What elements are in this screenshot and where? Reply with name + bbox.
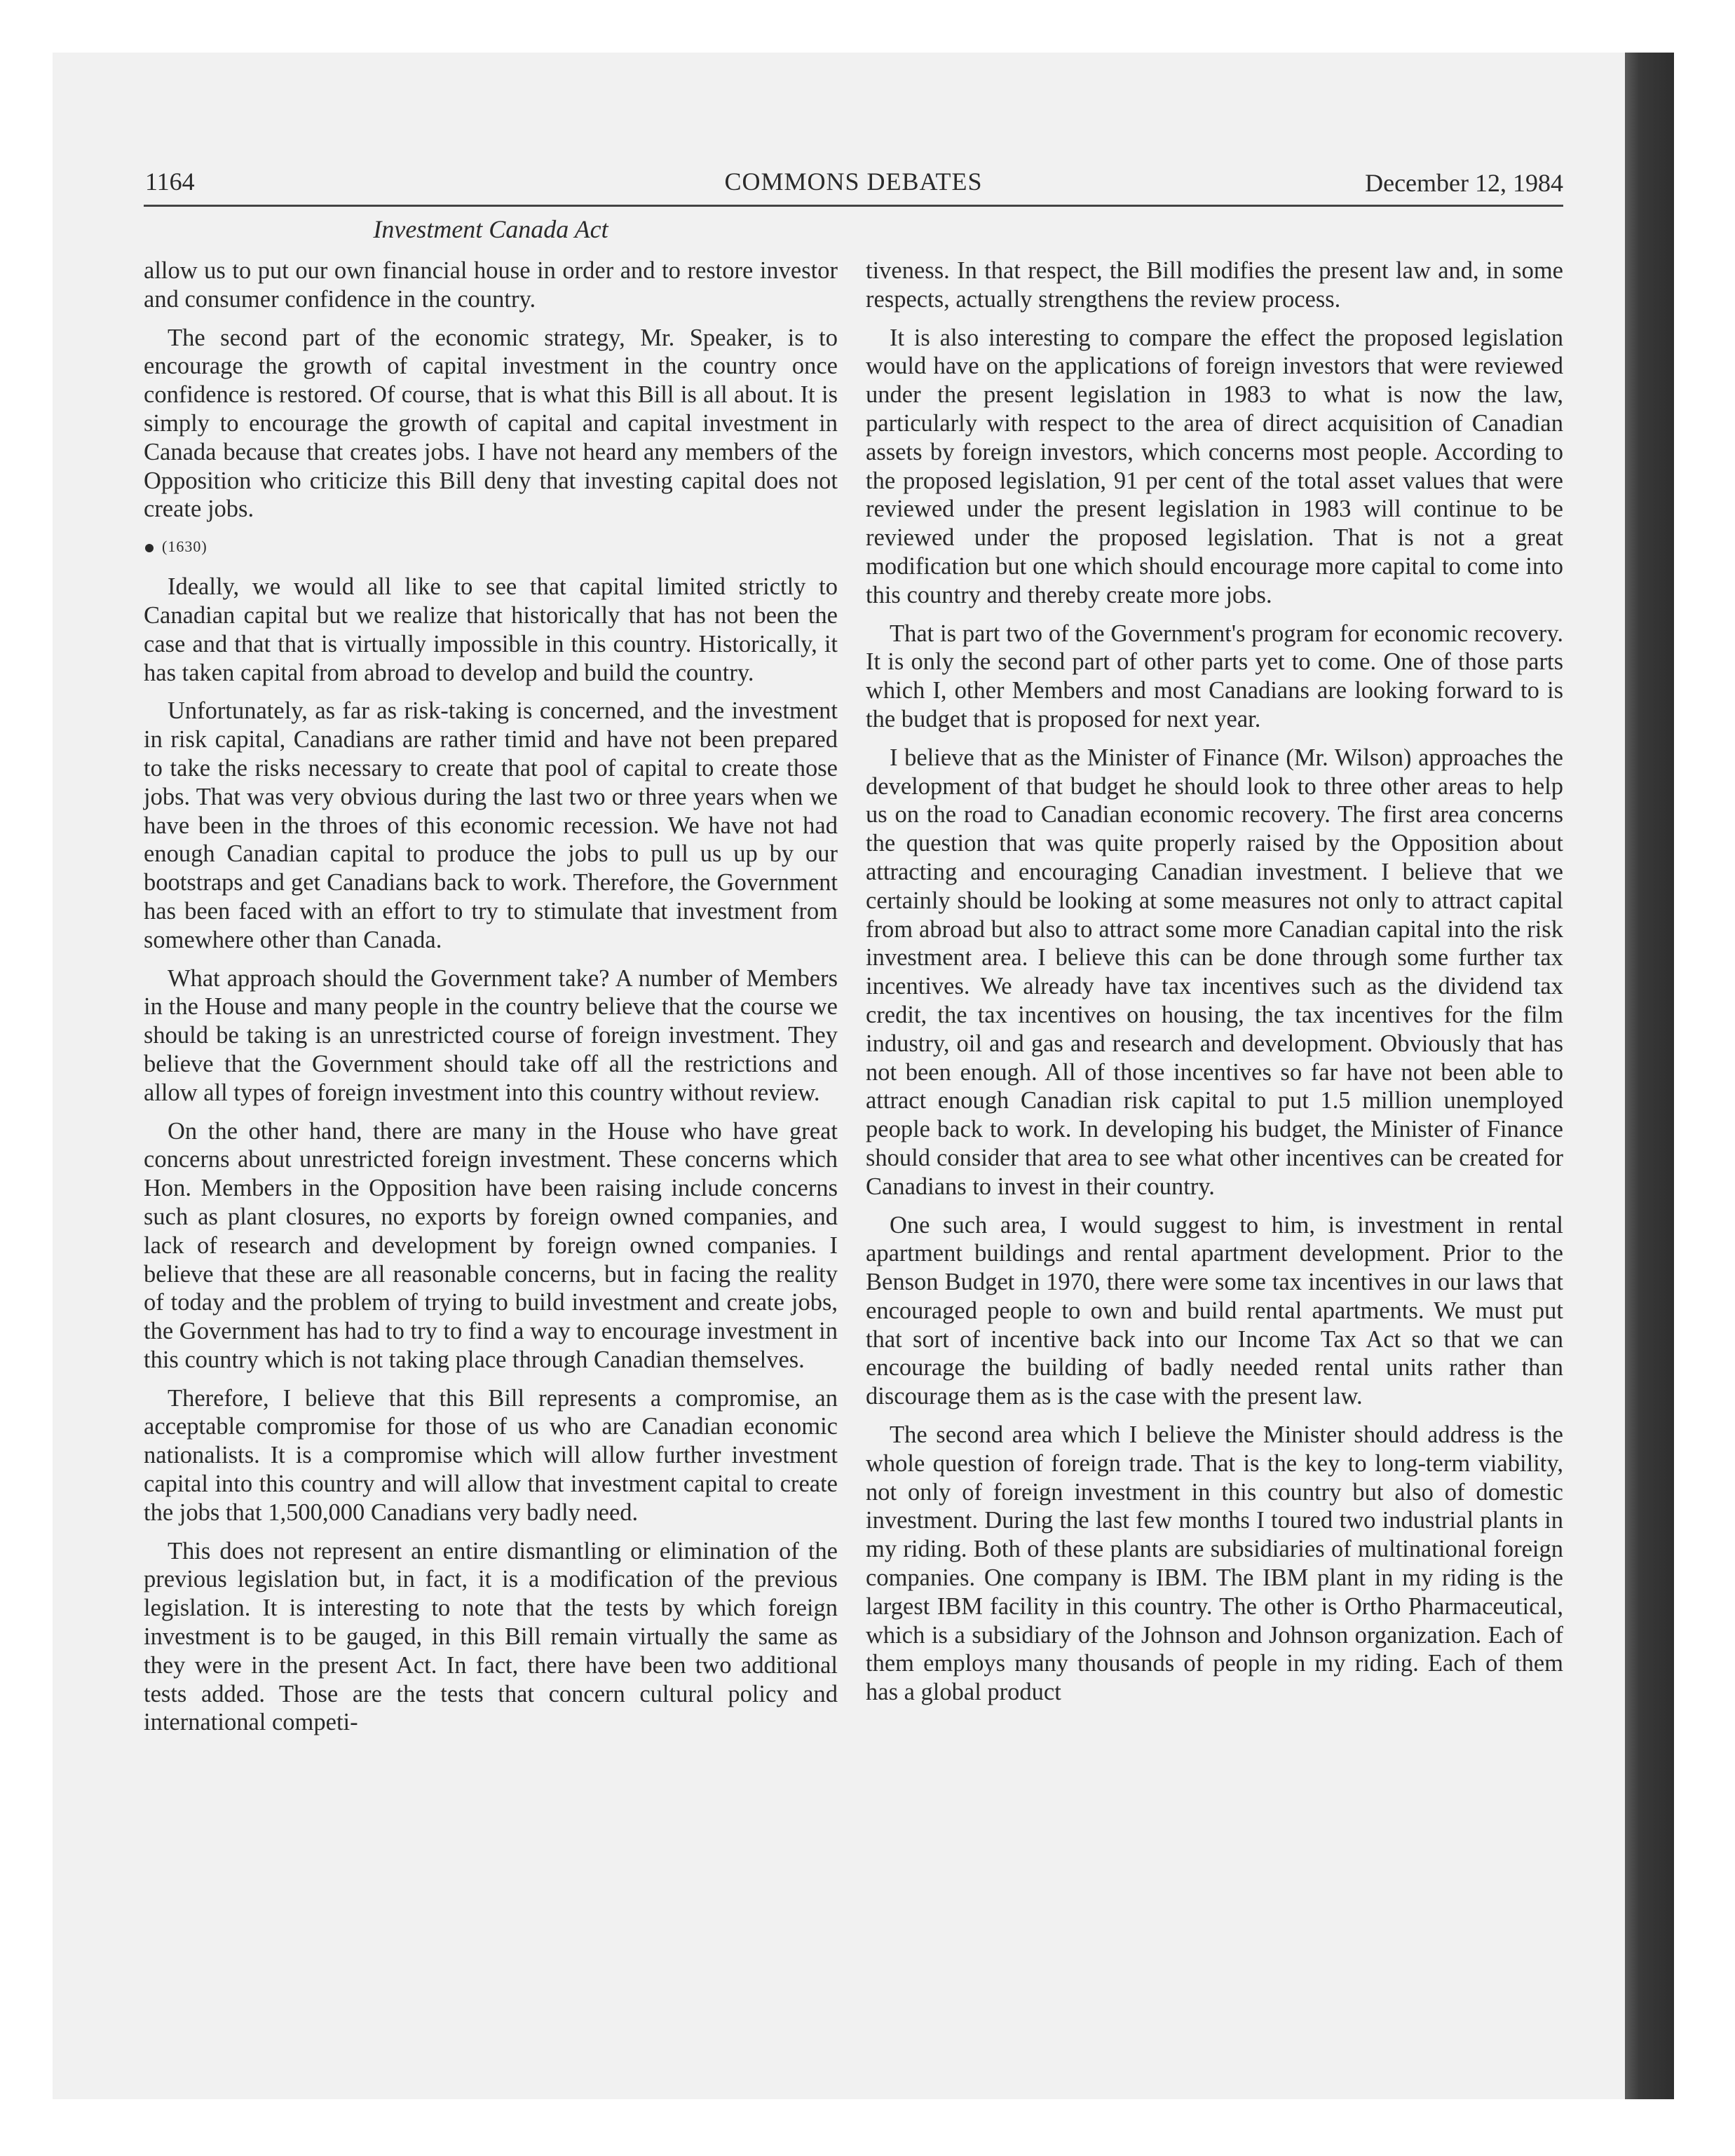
paragraph: I believe that as the Minister of Finance (Mr. Wilson) approaches the development of that budget he should look to three other areas to help us on the road to Canadian economic recovery. The first area concerns the question that was quite properly raised by the Opposition about attracting and encouraging Canadian investment. I believe that we certainly should be looking at some measures not only to attract capital from abroad but also to attract some more Canadian capital into the risk investment area. I believe this can be done through some further tax incentives. We already have tax incentives such as the dividend tax credit, the tax incentives on housing, the tax incentives for the film industry, oil and gas and research and development. Obviously that has not been enough. All of those incentives so far have not been able to attract enough Canadian risk capital to put 1.5 million unemployed people back to work. In developing his budget, the Minister of Finance should consider that area to see what other incentives can be created for Canadians to invest in their country. bbox=[866, 744, 1563, 1200]
binding-edge bbox=[1625, 53, 1674, 2099]
paragraph: That is part two of the Government's program for economic recovery. It is only the second part of other parts yet to come. One of those parts which I, other Members and most Canadians are looking forward to is the budget that is proposed for next year. bbox=[866, 620, 1563, 732]
paragraph: allow us to put our own financial house in order and to restore investor and consumer confidence in the country. bbox=[144, 257, 838, 313]
paragraph: On the other hand, there are many in the House who have great concerns about unrestricted foreign investment. These concerns which Hon. Members in the Opposition have been raising include concerns such as plant closures, no exports by foreign owned companies, and lack of research and development by foreign owned companies. I believe that these are all reasonable concerns, but in facing the reality of today and the problem of trying to build investment and create jobs, the Government has had to try to find a way to encourage investment in this country which is not taking place through Canadian themselves. bbox=[144, 1117, 838, 1373]
left-column bbox=[144, 257, 838, 1747]
running-title: Investment Canada Act bbox=[373, 215, 608, 243]
journal-title: COMMONS DEBATES bbox=[724, 168, 983, 196]
bullet-dot-icon bbox=[145, 544, 154, 552]
debate-date: December 12, 1984 bbox=[1365, 169, 1563, 197]
paragraph: Therefore, I believe that this Bill represents a compromise, an acceptable compromise for those of us who are Canadian economic nationalists. It is a compromise which will allow further investment capital into this country and will allow that investment capital to create the jobs that 1,500,000 Canadians very badly need. bbox=[144, 1384, 838, 1526]
paragraph: Unfortunately, as far as risk-taking is concerned, and the investment in risk capital, Canadians are rather timid and have not been prepared to take the risks necessary to create that pool of capital to create those jobs. That was very obvious during the last two or three years when we have been in the throes of this economic recession. We have not had enough Canadian capital to produce the jobs to pull us up by our bootstraps and get Canadians back to work. Therefore, the Government has been faced with an effort to try to stimulate that investment from somewhere other than Canada. bbox=[144, 697, 838, 953]
paragraph: The second area which I believe the Minister should address is the whole question of foreign trade. That is the key to long-term viability, not only of foreign investment in this country but also of domestic investment. During the last few months I toured two industrial plants in my riding. Both of these plants are subsidiaries of multinational foreign companies. One company is IBM. The IBM plant in my riding is the largest IBM facility in this country. The other is Ortho Pharmaceutical, which is a subsidiary of the Johnson and Johnson organization. Each of them employs many thousands of people in my riding. Each of them has a global product bbox=[866, 1421, 1563, 1706]
time-marker bbox=[144, 536, 838, 557]
time-marker-label: (1630) bbox=[162, 538, 207, 556]
page-number: 1164 bbox=[145, 168, 195, 196]
paragraph: This does not represent an entire dismantling or elimination of the previous legislation but, in fact, it is a modification of the previous legislation. It is interesting to note that the tests by which foreign investment is to be gauged, in this Bill remain virtually the same as they were in the present Act. In fact, there have been two additional tests added. Those are the tests that concern cultural policy and international competi- bbox=[144, 1537, 838, 1736]
paragraph: One such area, I would suggest to him, is investment in rental apartment buildings and rental apartment development. Prior to the Benson Budget in 1970, there were some tax incentives in our laws that encouraged people to own and build rental apartments. We must put that sort of incentive back into our Income Tax Act so that we can encourage the building of badly needed rental units rather than discourage them as is the case with the present law. bbox=[866, 1211, 1563, 1410]
paragraph: What approach should the Government take? A number of Members in the House and many people in the country believe that the course we should be taking is an unrestricted course of foreign investment. They believe that the Government should take off all the restrictions and allow all types of foreign investment into this country without review. bbox=[144, 964, 838, 1106]
paragraph: The second part of the economic strategy, Mr. Speaker, is to encourage the growth of capital investment in the country once confidence is restored. Of course, that is what this Bill is all about. It is simply to encourage the growth of capital and capital investment in Canada because that creates jobs. I have not heard any members of the Opposition who criticize this Bill deny that investing capital does not create jobs. bbox=[144, 324, 838, 523]
paragraph: Ideally, we would all like to see that capital limited strictly to Canadian capital but we realize that historically that has not been the case and that that is virtually impossible in this country. Historically, it has taken capital from abroad to develop and build the country. bbox=[144, 573, 838, 686]
paragraph: It is also interesting to compare the effect the proposed legislation would have on the applications of foreign investors that were reviewed under the present legislation in 1983 to what is now the law, particularly with respect to the area of direct acquisition of Canadian assets by foreign investors, which concerns most people. According to the proposed legislation, 91 per cent of the total asset values that were reviewed under the present legislation in 1983 will continue to be reviewed under the proposed legislation. That is not a great modification but one which should encourage more capital to come into this country and thereby create more jobs. bbox=[866, 324, 1563, 608]
right-column bbox=[866, 257, 1563, 1717]
page-header bbox=[144, 163, 1563, 207]
paragraph: tiveness. In that respect, the Bill modifies the present law and, in some respects, actually strengthens the review process. bbox=[866, 257, 1563, 313]
